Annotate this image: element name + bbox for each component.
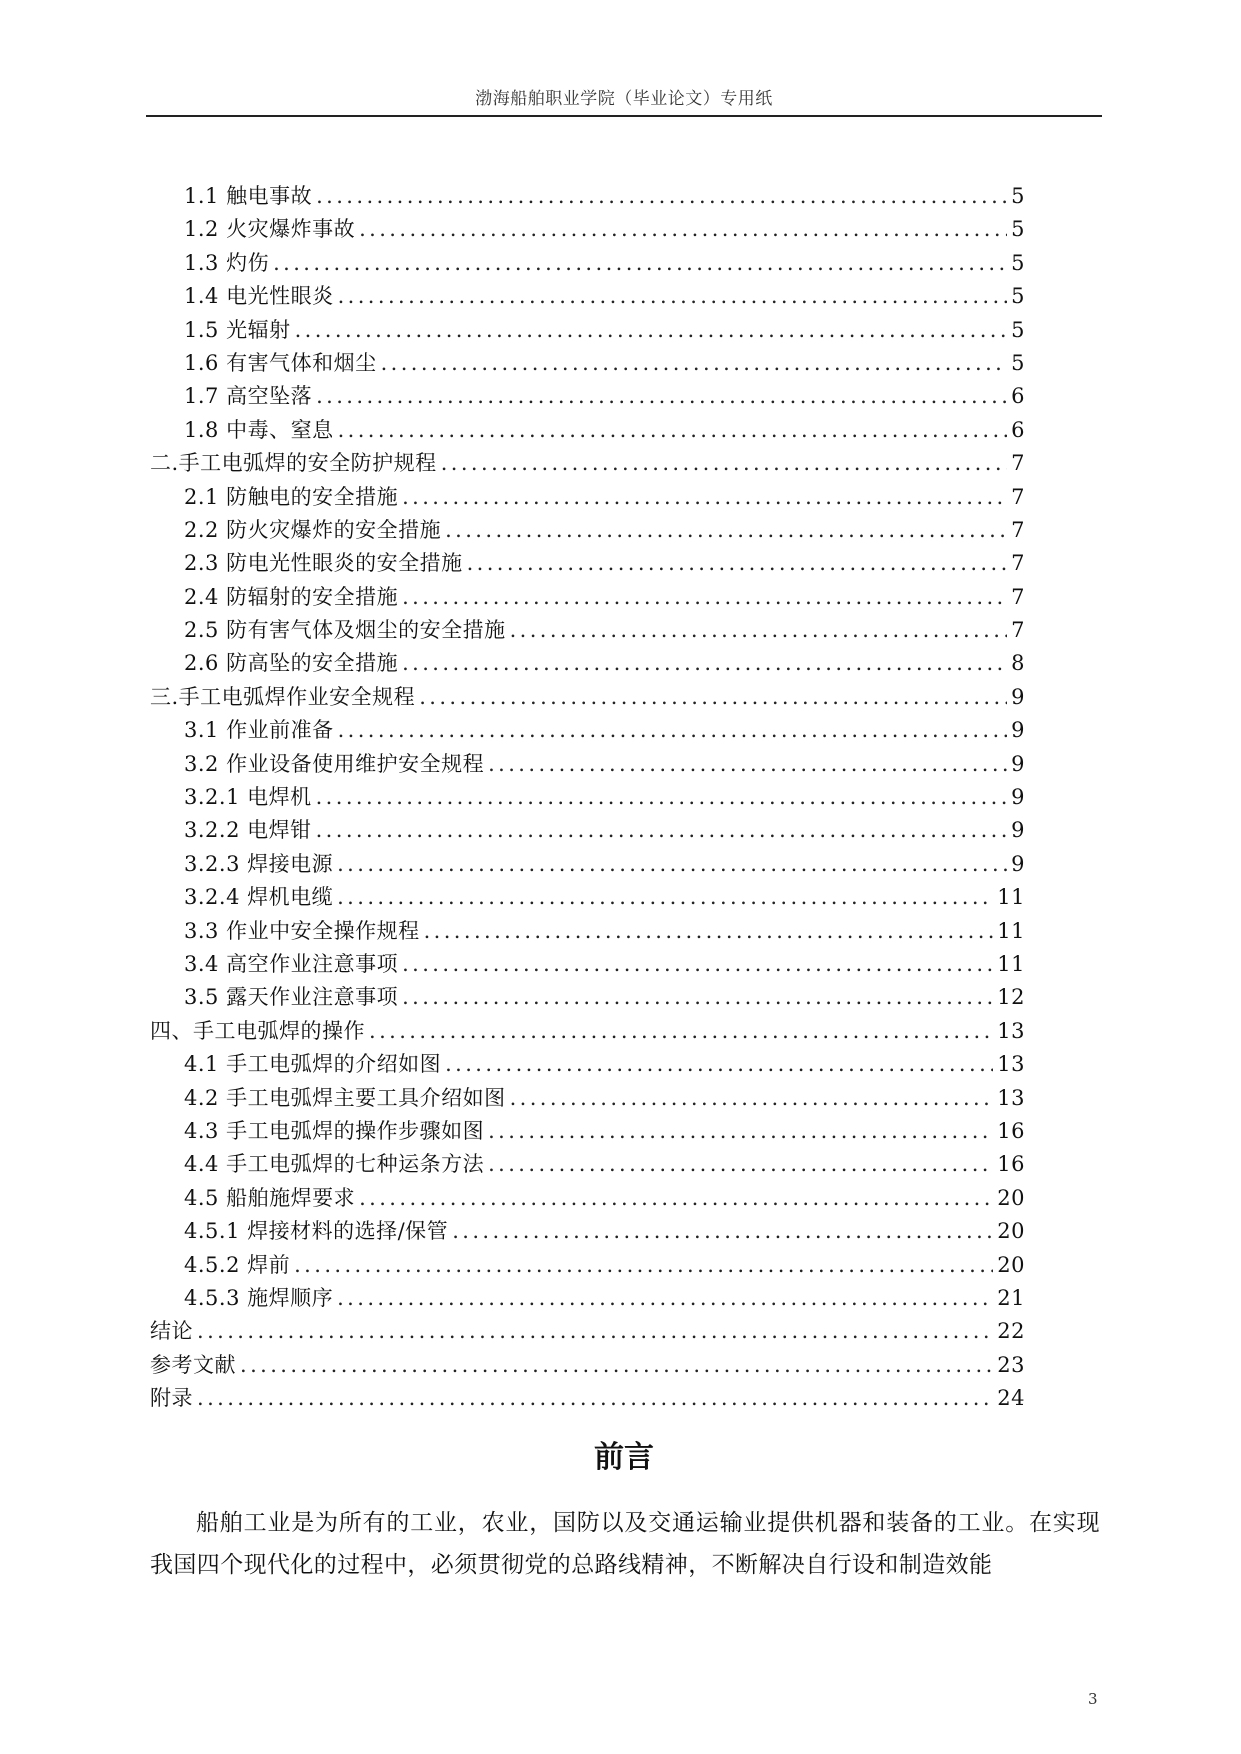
toc-entry-label: 附录 [150, 1386, 193, 1411]
toc-entry[interactable] [150, 1315, 1025, 1348]
toc-entry[interactable] [150, 848, 1025, 881]
toc-entry[interactable] [150, 814, 1025, 847]
toc-entry-label: 4.4 手工电弧焊的七种运条方法 [184, 1152, 485, 1177]
toc-leader-dots [402, 647, 1007, 680]
toc-entry[interactable] [150, 280, 1025, 313]
toc-leader-dots [338, 714, 1008, 747]
toc-entry-page: 5 [1011, 350, 1025, 375]
toc-entry-label: 1.5 光辐射 [184, 317, 291, 342]
toc-entry-label: 结论 [150, 1319, 193, 1344]
toc-entry-page: 20 [997, 1219, 1025, 1244]
toc-entry-page: 23 [997, 1352, 1025, 1377]
toc-leader-dots [402, 948, 993, 981]
toc-entry-page: 21 [997, 1285, 1025, 1310]
toc-entry-label: 4.5.3 施焊顺序 [184, 1285, 334, 1310]
toc-entry[interactable] [150, 1249, 1025, 1282]
toc-entry[interactable] [150, 380, 1025, 413]
toc-entry-page: 8 [1011, 651, 1025, 676]
toc-leader-dots [316, 380, 1007, 413]
toc-entry-label: 4.5.1 焊接材料的选择/保管 [184, 1219, 449, 1244]
toc-leader-dots [240, 1349, 993, 1382]
toc-entry-label: 4.2 手工电弧焊主要工具介绍如图 [184, 1085, 506, 1110]
toc-entry[interactable] [150, 714, 1025, 747]
toc-entry-page: 5 [1011, 284, 1025, 309]
toc-leader-dots [452, 1215, 993, 1248]
toc-entry-page: 7 [1011, 517, 1025, 542]
toc-entry[interactable] [150, 1115, 1025, 1148]
toc-entry-page: 24 [997, 1386, 1025, 1411]
toc-entry-label: 4.5.2 焊前 [184, 1252, 291, 1277]
toc-entry-label: 3.2 作业设备使用维护安全规程 [184, 751, 485, 776]
section-heading: 前言 [594, 1440, 654, 1475]
toc-entry[interactable] [150, 581, 1025, 614]
toc-entry[interactable] [150, 1215, 1025, 1248]
toc-entry[interactable] [150, 981, 1025, 1014]
toc-entry[interactable] [150, 347, 1025, 380]
toc-entry-label: 2.1 防触电的安全措施 [184, 484, 399, 509]
toc-leader-dots [359, 213, 1007, 246]
toc-entry-label: 3.1 作业前准备 [184, 718, 334, 743]
toc-leader-dots [488, 1115, 993, 1148]
toc-entry[interactable] [150, 1349, 1025, 1382]
toc-entry-label: 1.4 电光性眼炎 [184, 284, 334, 309]
toc-entry-label: 3.2.3 焊接电源 [184, 851, 334, 876]
toc-entry[interactable] [150, 1182, 1025, 1215]
toc-entry[interactable] [150, 614, 1025, 647]
toc-entry-page: 9 [1011, 718, 1025, 743]
toc-entry-label: 2.3 防电光性眼炎的安全措施 [184, 551, 463, 576]
toc-entry[interactable] [150, 948, 1025, 981]
toc-leader-dots [369, 1015, 993, 1048]
toc-leader-dots [402, 481, 1007, 514]
toc-entry[interactable] [150, 915, 1025, 948]
toc-entry-label: 2.6 防高坠的安全措施 [184, 651, 399, 676]
toc-entry-page: 13 [997, 1018, 1025, 1043]
toc-leader-dots [402, 981, 993, 1014]
toc-entry[interactable] [150, 1048, 1025, 1081]
toc-leader-dots [316, 781, 1008, 814]
toc-entry-label: 2.2 防火灾爆炸的安全措施 [184, 517, 442, 542]
toc-entry-label: 2.5 防有害气体及烟尘的安全措施 [184, 618, 506, 643]
toc-leader-dots [419, 681, 1007, 714]
toc-entry-page: 7 [1011, 584, 1025, 609]
toc-entry-label: 三.手工电弧焊作业安全规程 [150, 684, 416, 709]
toc-entry-label: 4.5 船舶施焊要求 [184, 1185, 356, 1210]
toc-leader-dots [445, 514, 1007, 547]
toc-entry[interactable] [150, 1015, 1025, 1048]
toc-leader-dots [197, 1382, 993, 1415]
toc-entry-label: 3.4 高空作业注意事项 [184, 951, 399, 976]
toc-entry-page: 22 [997, 1319, 1025, 1344]
toc-entry[interactable] [150, 481, 1025, 514]
toc-entry[interactable] [150, 1148, 1025, 1181]
toc-entry-label: 1.2 火灾爆炸事故 [184, 217, 356, 242]
toc-entry[interactable] [150, 1282, 1025, 1315]
toc-entry[interactable] [150, 414, 1025, 447]
toc-leader-dots [467, 547, 1008, 580]
toc-entry[interactable] [150, 180, 1025, 213]
toc-leader-dots [510, 1082, 994, 1115]
toc-leader-dots [337, 881, 993, 914]
toc-entry-page: 13 [997, 1085, 1025, 1110]
toc-leader-dots [359, 1182, 993, 1215]
toc-entry-label: 1.3 灼伤 [184, 250, 270, 275]
toc-leader-dots [338, 414, 1008, 447]
toc-entry-label: 1.6 有害气体和烟尘 [184, 350, 377, 375]
toc-entry-label: 1.1 触电事故 [184, 184, 313, 208]
toc-leader-dots [197, 1315, 993, 1348]
toc-entry[interactable] [150, 1382, 1025, 1415]
page-number: 3 [1088, 1690, 1098, 1708]
body-paragraph: 船舶工业是为所有的工业，农业，国防以及交通运输业提供机器和装备的工业。在实现我国四个现代化的过程中，必须贯彻党的总路线精神，不断解决自行设和制造效能 [150, 1510, 1100, 1578]
toc-entry-page: 7 [1011, 451, 1025, 476]
toc-entry-page: 12 [997, 985, 1025, 1010]
toc-entry-label: 1.8 中毒、窒息 [184, 417, 334, 442]
toc-entry-page: 20 [997, 1185, 1025, 1210]
toc-entry-label: 3.2.4 焊机电缆 [184, 885, 334, 910]
toc-entry-page: 6 [1011, 417, 1025, 442]
toc-entry[interactable] [150, 213, 1025, 246]
toc-entry-page: 7 [1011, 618, 1025, 643]
toc-entry[interactable] [150, 681, 1025, 714]
toc-leader-dots [445, 1048, 993, 1081]
toc-entry-page: 11 [997, 951, 1025, 976]
toc-entry-label: 2.4 防辐射的安全措施 [184, 584, 399, 609]
toc-entry-page: 5 [1011, 217, 1025, 242]
toc-leader-dots [488, 748, 1007, 781]
toc-entry[interactable] [150, 547, 1025, 580]
toc-entry-page: 16 [997, 1118, 1025, 1143]
toc-entry-page: 6 [1011, 384, 1025, 409]
toc-entry[interactable] [150, 781, 1025, 814]
toc-entry-page: 16 [997, 1152, 1025, 1177]
toc-entry[interactable] [150, 447, 1025, 480]
toc-entry[interactable] [150, 1082, 1025, 1115]
toc-leader-dots [424, 915, 994, 948]
toc-entry-label: 四、手工电弧焊的操作 [150, 1018, 365, 1043]
toc-entry[interactable] [150, 247, 1025, 280]
toc-entry-page: 11 [997, 918, 1025, 943]
toc-leader-dots [295, 314, 1008, 347]
toc-entry-page: 7 [1011, 484, 1025, 509]
toc-leader-dots [337, 848, 1007, 881]
toc-entry-label: 1.7 高空坠落 [184, 384, 313, 409]
toc-entry-page: 5 [1011, 184, 1025, 208]
toc-entry-page: 5 [1011, 317, 1025, 342]
toc-entry-label: 3.3 作业中安全操作规程 [184, 918, 420, 943]
toc-entry-page: 11 [997, 885, 1025, 910]
toc-entry-label: 参考文献 [150, 1352, 236, 1377]
toc-entry-page: 9 [1011, 851, 1025, 876]
toc-entry-page: 9 [1011, 818, 1025, 843]
toc-entry-page: 9 [1011, 684, 1025, 709]
toc-leader-dots [510, 614, 1008, 647]
toc-entry-page: 9 [1011, 751, 1025, 776]
toc-entry[interactable] [150, 514, 1025, 547]
toc-leader-dots [441, 447, 1007, 480]
toc-entry-page: 20 [997, 1252, 1025, 1277]
toc-entry-label: 4.1 手工电弧焊的介绍如图 [184, 1052, 442, 1077]
toc-leader-dots [273, 247, 1007, 280]
header-rule [146, 115, 1102, 117]
toc-entry[interactable] [150, 647, 1025, 680]
toc-entry-page: 13 [997, 1052, 1025, 1077]
toc-leader-dots [337, 1282, 993, 1315]
toc-entry-page: 7 [1011, 551, 1025, 576]
toc-entry-label: 4.3 手工电弧焊的操作步骤如图 [184, 1118, 485, 1143]
toc-entry[interactable] [150, 314, 1025, 347]
toc-entry[interactable] [150, 748, 1025, 781]
toc-entry-page: 9 [1011, 785, 1025, 810]
toc-entry[interactable] [150, 881, 1025, 914]
toc-entry-label: 3.5 露天作业注意事项 [184, 985, 399, 1010]
toc-leader-dots [294, 1249, 993, 1282]
page-header-title: 渤海船舶职业学院（毕业论文）专用纸 [475, 89, 773, 109]
toc-entry-label: 3.2.1 电焊机 [184, 785, 312, 810]
toc-entry-page: 5 [1011, 250, 1025, 275]
table-of-contents [150, 180, 1025, 1415]
toc-leader-dots [488, 1148, 993, 1181]
toc-leader-dots [316, 180, 1007, 213]
toc-leader-dots [381, 347, 1008, 380]
toc-leader-dots [338, 280, 1008, 313]
toc-leader-dots [316, 814, 1008, 847]
toc-entry-label: 二.手工电弧焊的安全防护规程 [150, 451, 437, 476]
toc-entry-label: 3.2.2 电焊钳 [184, 818, 312, 843]
toc-leader-dots [402, 581, 1007, 614]
